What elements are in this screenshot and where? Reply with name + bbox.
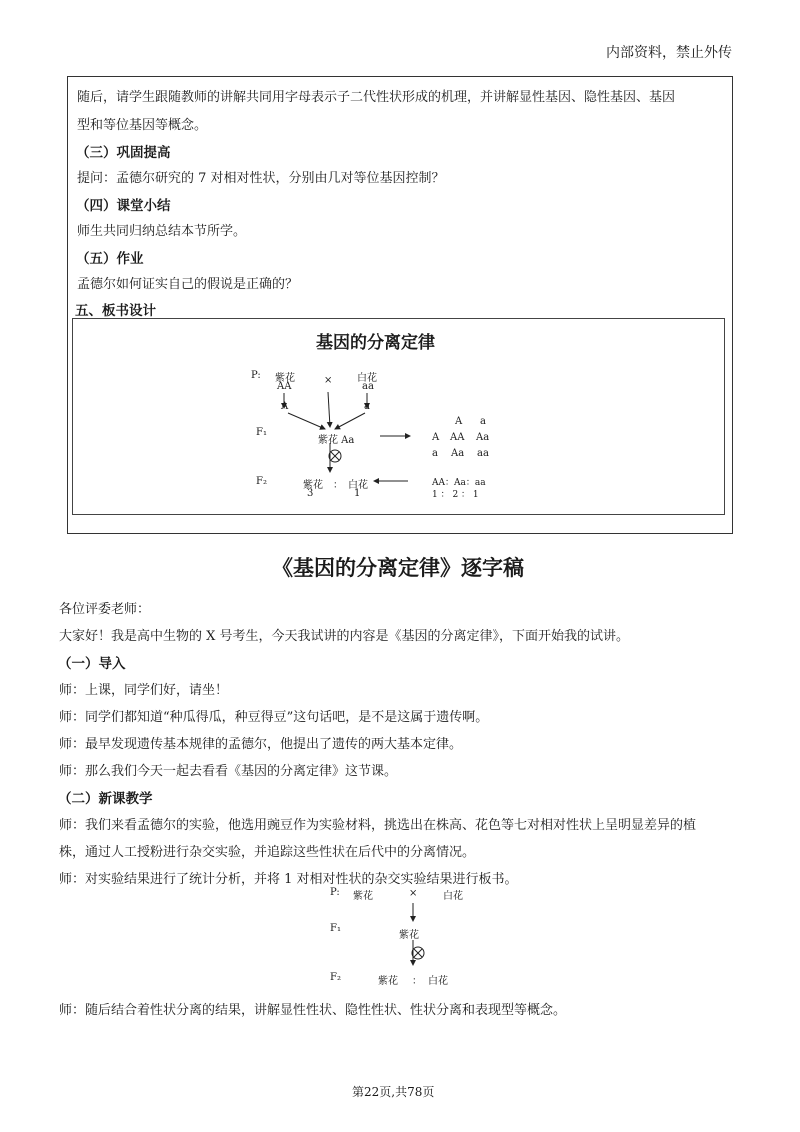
f1-phenotype: 紫花 bbox=[399, 930, 419, 941]
section-heading: （二）新课教学 bbox=[58, 791, 153, 807]
dialogue-line: 师：对实验结果进行了统计分析，并将 1 对相对性状的杂交实验结果进行板书。 bbox=[59, 872, 518, 887]
intro-paragraph: 大家好！我是高中生物的 X 号考生，今天我试讲的内容是《基因的分离定律》，下面开始我的试讲。 bbox=[59, 629, 630, 644]
dialogue-line: 师：随后结合着性状分离的结果，讲解显性性状、隐性性状、性状分离和表现型等概念。 bbox=[59, 1003, 567, 1018]
grid-cell-aa: aa bbox=[477, 448, 489, 459]
paragraph-line: 提问：孟德尔研究的 7 对相对性状，分别由几对等位基因控制？ bbox=[77, 171, 445, 186]
f2-colon: ： bbox=[412, 976, 422, 987]
salutation: 各位评委老师： bbox=[59, 602, 151, 617]
section-heading: （一）导入 bbox=[58, 656, 126, 672]
grid-row-A: A bbox=[432, 432, 440, 443]
cross-symbol: × bbox=[409, 888, 418, 899]
dialogue-line: 师：上课，同学们好，请坐！ bbox=[59, 683, 229, 698]
section-heading: （五）作业 bbox=[76, 251, 144, 267]
p-purple-label: 紫花 bbox=[353, 891, 373, 902]
genotype-ratio-values: 1 ： 2 ： 1 bbox=[432, 490, 479, 500]
f1-label: F₁ bbox=[330, 923, 341, 934]
genotype-aa: aa bbox=[362, 381, 374, 392]
grid-col-a: a bbox=[480, 416, 486, 427]
dialogue-line: 株，通过人工授粉进行杂交实验，并追踪这些性状在后代中的分离情况。 bbox=[59, 845, 476, 860]
grid-cell-Aa: Aa bbox=[476, 432, 490, 443]
board-title: 基因的分离定律 bbox=[316, 333, 435, 353]
f2-purple: 紫花 bbox=[378, 976, 398, 987]
document-title: 《基因的分离定律》逐字稿 bbox=[272, 556, 524, 580]
paragraph-line: 孟德尔如何证实自己的假说是正确的？ bbox=[77, 277, 299, 292]
cross-symbol: × bbox=[324, 375, 333, 386]
f1-label: F₁ bbox=[256, 427, 267, 438]
dialogue-line: 师：同学们都知道“种瓜得瓜，种豆得豆”这句话吧，是不是这属于遗传啊。 bbox=[59, 710, 489, 725]
paragraph-line: 随后，请学生跟随教师的讲解共同用字母表示子二代性状形成的机理，并讲解显性基因、隐性基因、基因 bbox=[77, 90, 676, 105]
confidential-header: 内部资料，禁止外传 bbox=[606, 45, 732, 61]
p-white-label: 白花 bbox=[357, 373, 377, 384]
f2-white: 白花 bbox=[428, 976, 448, 987]
p-purple-label: 紫花 bbox=[275, 373, 295, 384]
paragraph-line: 师生共同归纳总结本节所学。 bbox=[77, 224, 247, 239]
dialogue-line: 师：那么我们今天一起去看看《基因的分离定律》这节课。 bbox=[59, 764, 398, 779]
p-label: P: bbox=[251, 370, 261, 381]
f2-purple: 紫花 bbox=[303, 480, 323, 491]
f2-label: F₂ bbox=[330, 972, 341, 983]
p-label: P: bbox=[330, 887, 340, 898]
grid-cell-AA: AA bbox=[450, 432, 465, 443]
f2-colon: ： bbox=[333, 480, 343, 491]
paragraph-line: 型和等位基因等概念。 bbox=[77, 118, 208, 133]
p-white-label: 白花 bbox=[443, 891, 463, 902]
section-heading: （三）巩固提高 bbox=[76, 145, 171, 161]
grid-row-a: a bbox=[432, 448, 438, 459]
ratio-1: 1 bbox=[354, 488, 361, 499]
grid-cell-Aa: Aa bbox=[451, 448, 465, 459]
page-number: 第22页,共78页 bbox=[352, 1085, 435, 1099]
dialogue-line: 师：我们来看孟德尔的实验，他选用豌豆作为实验材料，挑选出在株高、花色等七对相对性状上呈明显差异的植 bbox=[59, 818, 697, 833]
section-heading: 五、板书设计 bbox=[75, 303, 156, 319]
genotype-ratio-label: AA：Aa：aa bbox=[432, 478, 486, 488]
f2-label: F₂ bbox=[256, 476, 267, 487]
section-heading: （四）课堂小结 bbox=[76, 198, 171, 214]
gamete-A: A bbox=[281, 401, 289, 412]
grid-col-A: A bbox=[455, 416, 463, 427]
dialogue-line: 师：最早发现遗传基本规律的孟德尔，他提出了遗传的两大基本定律。 bbox=[59, 737, 463, 752]
f2-white: 白花 bbox=[348, 480, 368, 491]
genotype-AA: AA bbox=[277, 381, 292, 392]
ratio-3: 3 bbox=[307, 488, 314, 499]
f1-genotype: 紫花 Aa bbox=[318, 435, 355, 446]
gamete-a: a bbox=[364, 401, 370, 412]
